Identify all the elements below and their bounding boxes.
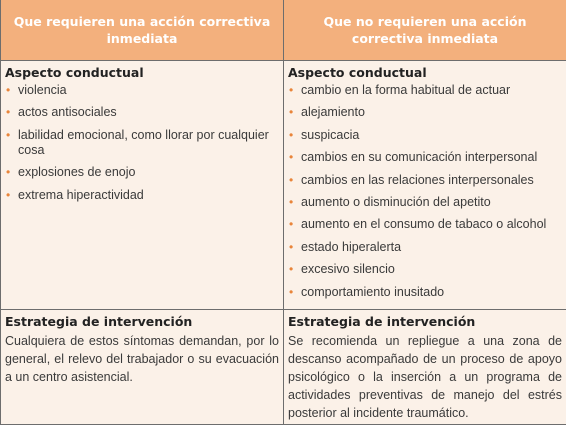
list-item	[5, 105, 279, 120]
list-item-text: actos antisociales	[18, 105, 117, 120]
bullet-icon: •	[289, 105, 294, 120]
list-item	[288, 150, 562, 165]
list-item	[288, 173, 562, 188]
list-item-text: suspicacia	[301, 127, 360, 142]
behavior-row	[1, 61, 566, 310]
bullet-icon: •	[6, 187, 11, 202]
bullet-icon: •	[289, 262, 294, 277]
strategy-cell-right	[284, 309, 566, 424]
list-item-text: aumento o disminución del apetito	[301, 194, 491, 209]
bullet-icon: •	[6, 83, 11, 97]
behavior-cell-right	[284, 61, 566, 310]
behavior-title-right: Aspecto conductual	[288, 65, 427, 80]
list-item-text: extrema hiperactividad	[18, 187, 144, 202]
list-item	[5, 128, 279, 158]
list-item-text: cambio en la forma habitual de actuar	[301, 83, 511, 97]
behavior-cell-left	[1, 61, 284, 310]
behavior-title-left: Aspecto conductual	[5, 65, 144, 80]
list-item-text: cambios en su comunicación interpersonal	[301, 150, 538, 165]
bullet-icon: •	[6, 105, 11, 120]
symptom-list-right	[288, 83, 562, 300]
list-item-text: violencia	[18, 83, 67, 97]
strategy-title-right: Estrategia de intervención	[288, 313, 476, 329]
list-item	[288, 128, 562, 143]
list-item	[288, 217, 562, 232]
list-item	[288, 262, 562, 277]
bullet-icon: •	[289, 150, 294, 165]
list-item-text: excesivo silencio	[301, 262, 395, 277]
strategy-cell-left	[1, 309, 284, 424]
list-item-text: comportamiento inusitado	[301, 284, 445, 299]
list-item	[288, 285, 562, 300]
bullet-icon: •	[289, 194, 294, 209]
strategy-title-left: Estrategia de intervención	[5, 313, 193, 329]
strategy-text-left: Cualquiera de estos síntomas demandan, por lo general, el relevo del trabajador o su evacuación a un centro asistencial.	[5, 333, 279, 384]
bullet-icon: •	[289, 172, 294, 187]
strategy-text-right: Se recomienda un repliegue a una zona de descanso acompañado de un proceso de apoyo psicológico o la inserción a un programa de actividades preventivas de manejo del estrés posterior al incidente traumático.	[288, 333, 562, 420]
list-item	[288, 240, 562, 255]
list-item	[288, 105, 562, 120]
strategy-row	[1, 309, 566, 424]
list-item-text: cambios en las relaciones interpersonales	[301, 172, 534, 187]
list-item-text: aumento en el consumo de tabaco o alcohol	[301, 217, 547, 232]
list-item-text: explosiones de enojo	[18, 165, 136, 180]
list-item-text: labilidad emocional, como llorar por cualquier cosa	[18, 127, 269, 157]
bullet-icon: •	[289, 239, 294, 254]
list-item	[5, 83, 279, 98]
list-item-text: estado hiperalerta	[301, 239, 402, 254]
list-item	[5, 188, 279, 203]
header-immediate-action: Que requieren una acción correctiva inmediata	[1, 0, 284, 61]
bullet-icon: •	[289, 83, 294, 97]
header-row	[1, 0, 566, 61]
bullet-icon: •	[6, 127, 11, 142]
bullet-icon: •	[289, 217, 294, 232]
list-item	[288, 83, 562, 98]
bullet-icon: •	[6, 165, 11, 180]
bullet-icon: •	[289, 127, 294, 142]
list-item	[288, 195, 562, 210]
bullet-icon: •	[289, 284, 294, 299]
list-item	[5, 165, 279, 180]
header-no-immediate-action: Que no requieren una acción correctiva inmediata	[284, 0, 566, 61]
symptom-list-left	[5, 83, 279, 203]
list-item-text: alejamiento	[301, 105, 365, 120]
